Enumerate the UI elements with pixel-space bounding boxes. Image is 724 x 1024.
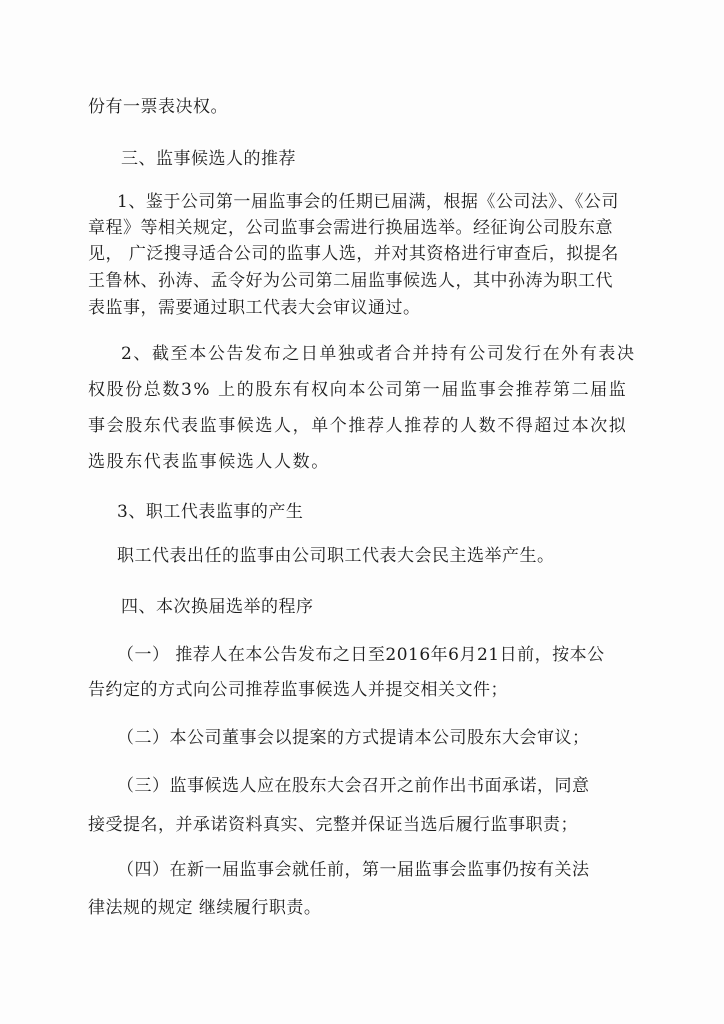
paragraph-line: 权股份总数3% 上的股东有权向本公司第一届监事会推荐第二届监 [88, 380, 628, 400]
paragraph-continuation: 份有一票表决权。 [88, 97, 228, 117]
paragraph-line: 职工代表出任的监事由公司职工代表大会民主选举产生。 [117, 546, 555, 566]
procedure-item-1: （一） 推荐人在本公告发布之日至2016年6月21日前，按本公 [117, 645, 605, 665]
paragraph-line: 1、鉴于公司第一届监事会的任期已届满，根据《公司法》、《公司 [117, 192, 619, 212]
paragraph-line: 接受提名，并承诺资料真实、完整并保证当选后履行监事职责； [88, 815, 578, 835]
paragraph-line: 选股东代表监事候选人人数。 [88, 452, 330, 472]
paragraph-line: 表监事，需要通过职工代表大会审议通过。 [88, 298, 421, 318]
paragraph-line: 事会股东代表监事候选人，单个推荐人推荐的人数不得超过本次拟 [88, 416, 628, 436]
paragraph-line: 见， 广泛搜寻适合公司的监事人选，并对其资格进行审查后，拟提名 [88, 244, 619, 264]
paragraph-line: 章程》等相关规定，公司监事会需进行换届选举。经征询公司股东意 [88, 218, 613, 238]
section-heading-supervisor-nomination: 三、监事候选人的推荐 [121, 149, 296, 169]
paragraph-line: 王鲁林、孙涛、孟令好为公司第二届监事候选人，其中孙涛为职工代 [88, 271, 613, 291]
paragraph-line: 律法规的规定 继续履行职责。 [88, 898, 322, 918]
section-heading-election-procedure: 四、本次换届选举的程序 [121, 597, 314, 617]
paragraph-line: 告约定的方式向公司推荐监事候选人并提交相关文件； [88, 680, 508, 700]
procedure-item-3: （三）监事候选人应在股东大会召开之前作出书面承诺，同意 [117, 776, 590, 796]
procedure-item-4: （四）在新一届监事会就任前，第一届监事会监事仍按有关法 [117, 860, 590, 880]
paragraph-line: 2、截至本公告发布之日单独或者合并持有公司发行在外有表决 [121, 344, 636, 364]
procedure-item-2: （二）本公司董事会以提案的方式提请本公司股东大会审议； [117, 728, 590, 748]
subsection-heading-employee-supervisor: 3、职工代表监事的产生 [117, 502, 304, 522]
